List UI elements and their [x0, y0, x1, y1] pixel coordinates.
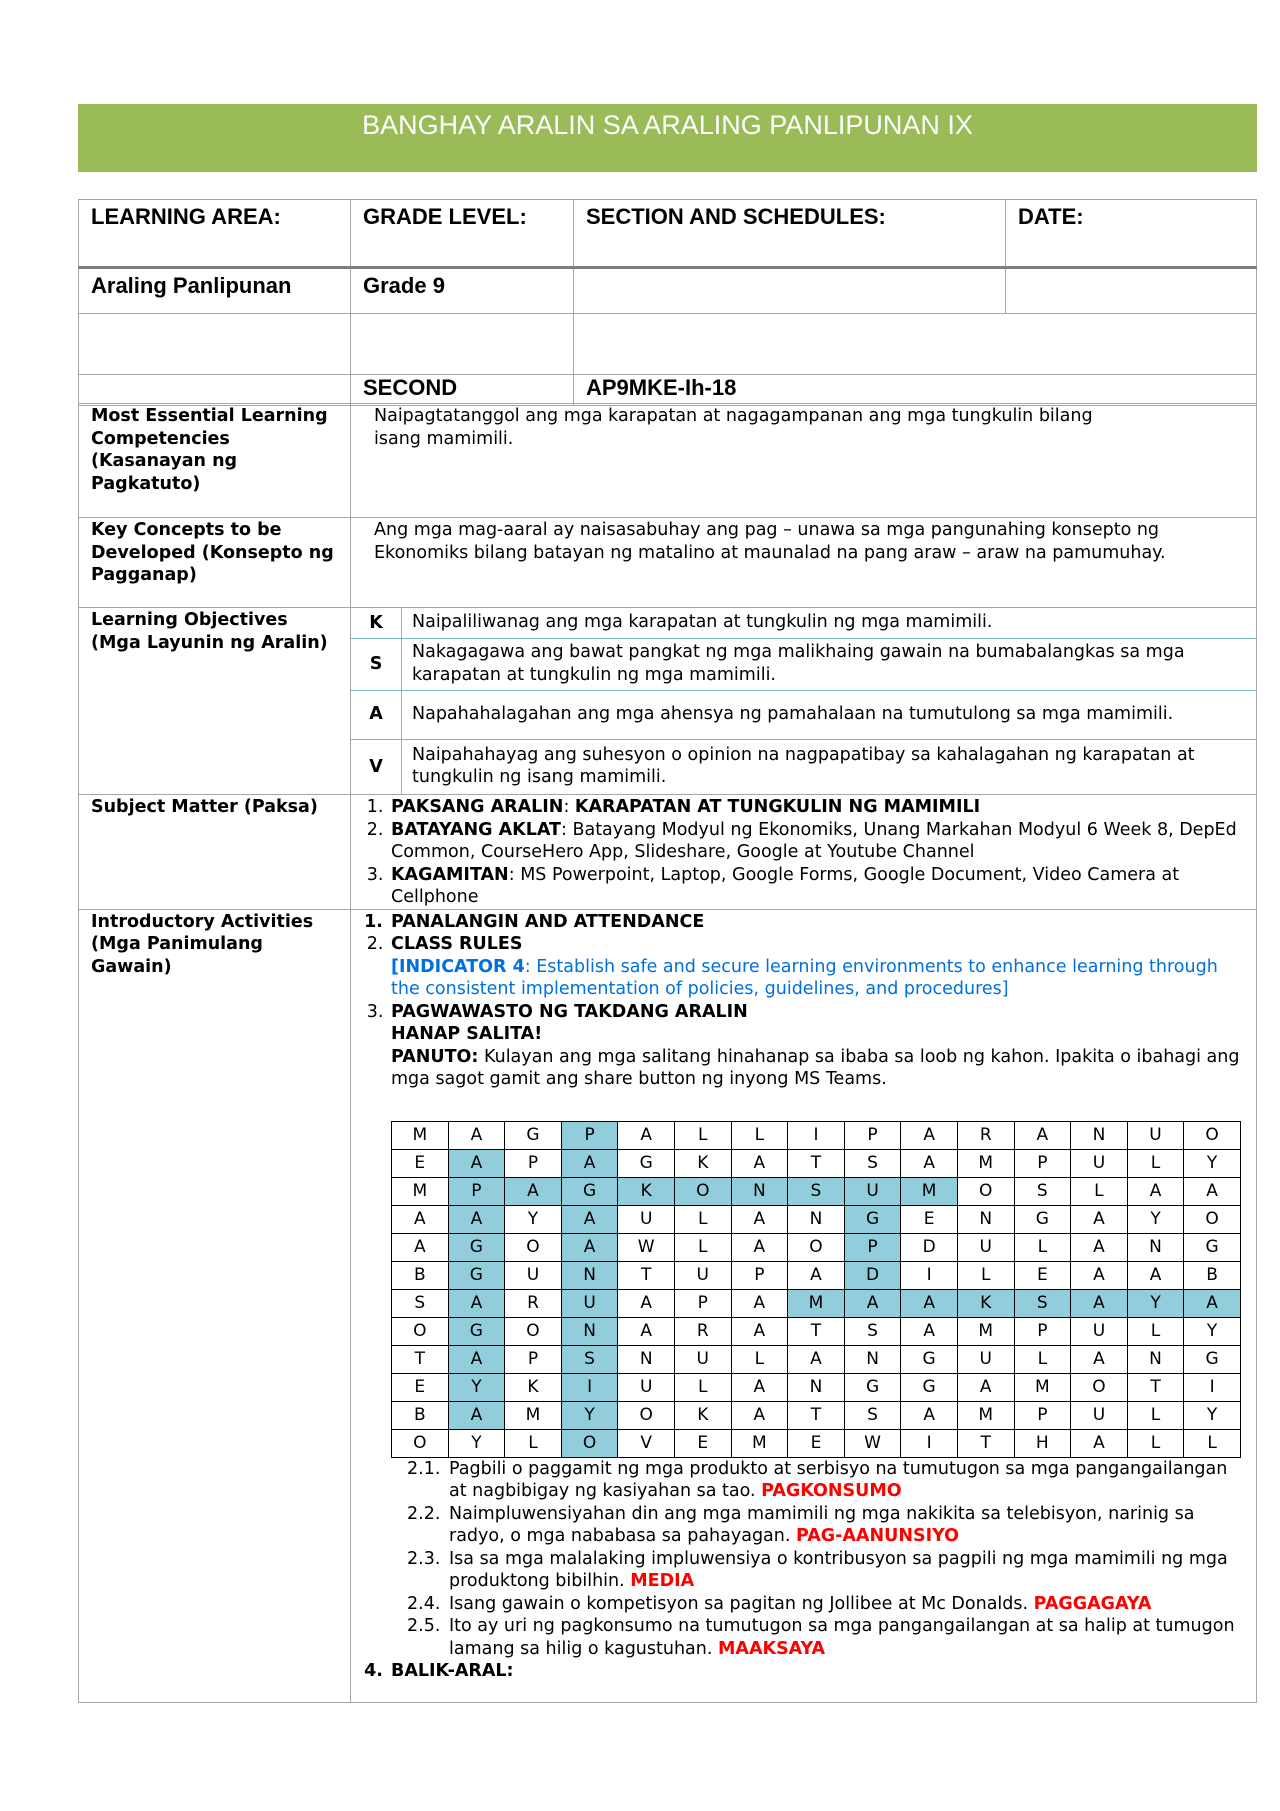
grid-cell: L	[1014, 1345, 1071, 1373]
objective-text: Naipaliliwanag ang mga karapatan at tungkulin ng mga mamimili.	[402, 608, 1257, 638]
clue-number: 2.3.	[407, 1548, 441, 1569]
grid-cell: A	[901, 1121, 958, 1149]
grid-cell: A	[561, 1233, 618, 1261]
grid-cell: L	[674, 1205, 731, 1233]
grid-cell: G	[618, 1149, 675, 1177]
grid-cell: G	[844, 1205, 901, 1233]
grid-cell: A	[1071, 1233, 1128, 1261]
grid-cell: U	[1071, 1149, 1128, 1177]
list-item: 3. KAGAMITAN: MS Powerpoint, Laptop, Google Forms, Google Document, Video Camera at Cellphone	[389, 864, 1248, 909]
clue-number: 2.2.	[407, 1503, 441, 1524]
clue-item	[407, 1548, 1238, 1593]
grid-cell: A	[448, 1205, 505, 1233]
grid-cell: A	[392, 1205, 449, 1233]
intro-cell	[351, 909, 1257, 1702]
grid-cell: S	[1014, 1177, 1071, 1205]
grid-row	[392, 1289, 1241, 1317]
grid-row	[392, 1261, 1241, 1289]
clue-answer: PAG-AANUNSIYO	[796, 1526, 960, 1546]
list-item: 1. PAKSANG ARALIN: KARAPATAN AT TUNGKULIN NG MAMIMILI	[389, 796, 1248, 819]
grid-cell: P	[561, 1121, 618, 1149]
grid-cell: N	[1127, 1233, 1184, 1261]
clue-item	[407, 1593, 1238, 1616]
grid-cell: E	[392, 1373, 449, 1401]
clue-item	[407, 1458, 1238, 1503]
grid-cell: E	[901, 1205, 958, 1233]
grid-cell: A	[1071, 1429, 1128, 1457]
grid-cell: G	[448, 1261, 505, 1289]
indicator-note: [INDICATOR 4: Establish safe and secure learning environments to enhance learning through the consistent implementation of policies, guidelines, and procedures]	[391, 956, 1218, 999]
grid-cell: K	[957, 1289, 1014, 1317]
objective-letter: V	[351, 739, 402, 794]
grid-cell: P	[1014, 1317, 1071, 1345]
grid-cell: M	[788, 1289, 845, 1317]
grid-cell: B	[392, 1401, 449, 1429]
grid-cell: U	[674, 1261, 731, 1289]
grid-cell: N	[788, 1205, 845, 1233]
grid-cell: A	[618, 1121, 675, 1149]
clue-item	[407, 1503, 1238, 1548]
clue-answer: PAGGAGAYA	[1033, 1593, 1152, 1614]
key-concepts-label: Key Concepts to be Developed (Konsepto ng Pagganap)	[79, 518, 351, 608]
grid-cell: T	[788, 1401, 845, 1429]
clue-answer: MAAKSAYA	[718, 1638, 826, 1659]
grid-cell: A	[788, 1261, 845, 1289]
grade-level-value: Grade 9	[351, 268, 574, 314]
clue-text: Ito ay uri ng pagkonsumo na tumutugon sa mga pangangailangan at sa halip at tumugon lamang sa hilig o kagustuhan.	[449, 1616, 1235, 1659]
grid-cell: L	[674, 1233, 731, 1261]
grid-cell: L	[1127, 1149, 1184, 1177]
grid-cell: N	[844, 1345, 901, 1373]
grid-cell: O	[505, 1233, 562, 1261]
clue-number: 2.1.	[407, 1458, 441, 1479]
grid-cell: P	[844, 1233, 901, 1261]
grid-cell: L	[1184, 1429, 1241, 1457]
grid-cell: U	[618, 1205, 675, 1233]
grid-cell: E	[392, 1149, 449, 1177]
grid-cell: T	[618, 1261, 675, 1289]
grid-cell: A	[788, 1345, 845, 1373]
list-item: 3. PAGWAWASTO NG TAKDANG ARALIN HANAP SALITA! PANUTO: Kulayan ang mga salitang hinahanap sa ibaba sa loob ng kahon. Ipakita o ibahagi ang mga sagot gamit ang share button ng inyong MS Teams. M A G P A L L I P A R A N U O E A P A G K A T S A M P U L Y M P A G K O N S U M O S L A A A A Y A U L A N G E N G A Y O A G O A W L A O P D U L A N G B G U N T U P A D I L E A A B S A R U A P A M A A K S A Y A O G O N A R A T S A M P U L Y T A P S N U L A N G U L A N G E Y K I U L A N G G A M O T I B A M Y O K A T S A M P U L Y O Y L O V E M E W I T H A L L 2.1. Pagbili o paggamit ng mga produkto at serbisyo na tumutugon sa mga pangangailangan at nagbibigay ng kasiyahan sa tao. PAGKONSUMO 2.2. Naimpluwensiyahan din ang mga mamimili ng mga nakikita sa telebisyon, narinig sa radyo, o mga nababasa sa pahayagan. PAG-AANUNSIYO 2.3. Isa sa mga malalaking impluwensiya o kontribusyon sa pagpili ng mga mamimili ng mga produktong bibilhin. MEDIA 2.4. Isang gawain o kompetisyon sa pagitan ng Jollibee at Mc Donalds. PAGGAGAYA 2.5. Ito ay uri ng pagkonsumo na tumutugon sa mga pangangailangan at sa halip at tumugon lamang sa hilig o kagustuhan. MAAKSAYA	[389, 1001, 1248, 1661]
grid-cell: G	[448, 1317, 505, 1345]
grid-cell: A	[731, 1401, 788, 1429]
grid-row	[392, 1177, 1241, 1205]
subject-matter-cell	[351, 795, 1257, 910]
grid-row	[392, 1373, 1241, 1401]
grid-cell: L	[674, 1121, 731, 1149]
date-value	[1006, 268, 1257, 314]
grid-cell: M	[957, 1317, 1014, 1345]
grid-cell: V	[618, 1429, 675, 1457]
objectives-cell	[351, 608, 1257, 795]
grid-row	[392, 1429, 1241, 1457]
grid-cell: M	[505, 1401, 562, 1429]
grid-cell: A	[1014, 1121, 1071, 1149]
grid-cell: A	[1184, 1289, 1241, 1317]
competencies-text: Naipagtatanggol ang mga karapatan at nagagampanan ang mga tungkulin bilang isang mamimili.	[351, 404, 1257, 518]
grid-cell: E	[1014, 1261, 1071, 1289]
grid-cell: L	[505, 1429, 562, 1457]
grid-cell: P	[674, 1289, 731, 1317]
blank-cell	[79, 375, 351, 406]
grid-cell: A	[901, 1401, 958, 1429]
clue-answer: PAGKONSUMO	[761, 1481, 902, 1501]
grid-cell: A	[1071, 1205, 1128, 1233]
grid-cell: O	[1184, 1121, 1241, 1149]
clue-text: Isa sa mga malalaking impluwensiya o kontribusyon sa pagpili ng mga mamimili ng mga produktong bibilhin.	[449, 1548, 1228, 1591]
grid-cell: L	[1071, 1177, 1128, 1205]
list-item: 2. CLASS RULES [INDICATOR 4: Establish safe and secure learning environments to enhance learning through the consistent implementation of policies, guidelines, and procedures]	[389, 933, 1248, 1001]
objective-text: Naipahahayag ang suhesyon o opinion na nagpapatibay sa kahalagahan ng karapatan at tungkulin ng isang mamimili.	[412, 744, 1195, 788]
grid-cell: A	[844, 1289, 901, 1317]
grid-cell: D	[844, 1261, 901, 1289]
grid-cell: A	[731, 1205, 788, 1233]
grid-cell: A	[1071, 1345, 1128, 1373]
grid-cell: A	[1184, 1177, 1241, 1205]
grid-row	[392, 1121, 1241, 1149]
grid-cell: K	[674, 1149, 731, 1177]
list-item: 1. PANALANGIN AND ATTENDANCE	[389, 911, 1248, 934]
grid-cell: Y	[1184, 1317, 1241, 1345]
grid-cell: G	[901, 1373, 958, 1401]
grid-cell: I	[901, 1429, 958, 1457]
grid-cell: G	[844, 1373, 901, 1401]
intro-label: Introductory Activities (Mga Panimulang Gawain)	[79, 909, 351, 1702]
grid-row	[392, 1345, 1241, 1373]
grid-cell: M	[731, 1429, 788, 1457]
grid-cell: M	[392, 1177, 449, 1205]
grid-cell: M	[957, 1149, 1014, 1177]
grid-cell: U	[844, 1177, 901, 1205]
grid-cell: A	[618, 1317, 675, 1345]
quarter-value: SECOND	[351, 375, 574, 406]
grid-cell: U	[957, 1345, 1014, 1373]
grid-cell: N	[731, 1177, 788, 1205]
grid-cell: T	[957, 1429, 1014, 1457]
grade-level-label: GRADE LEVEL:	[351, 200, 574, 268]
section-value	[574, 268, 1006, 314]
grid-cell: U	[1071, 1317, 1128, 1345]
grid-cell: T	[392, 1345, 449, 1373]
grid-cell: L	[1014, 1233, 1071, 1261]
date-label: DATE:	[1006, 200, 1257, 268]
grid-cell: L	[1127, 1317, 1184, 1345]
objectives-table	[351, 608, 1256, 794]
grid-cell: U	[561, 1289, 618, 1317]
grid-cell: G	[561, 1177, 618, 1205]
grid-cell: O	[392, 1429, 449, 1457]
grid-cell: U	[957, 1233, 1014, 1261]
section-schedules-label: SECTION AND SCHEDULES:	[574, 200, 1006, 268]
grid-cell: Y	[1127, 1205, 1184, 1233]
grid-cell: A	[901, 1149, 958, 1177]
grid-cell: R	[674, 1317, 731, 1345]
grid-cell: U	[1071, 1401, 1128, 1429]
grid-cell: P	[731, 1261, 788, 1289]
grid-cell: M	[901, 1177, 958, 1205]
grid-cell: Y	[505, 1205, 562, 1233]
grid-cell: G	[901, 1345, 958, 1373]
grid-cell: P	[505, 1345, 562, 1373]
grid-cell: U	[618, 1373, 675, 1401]
grid-cell: S	[1014, 1289, 1071, 1317]
grid-cell: U	[1127, 1121, 1184, 1149]
grid-cell: L	[957, 1261, 1014, 1289]
word-search-grid	[391, 1121, 1241, 1458]
grid-cell: N	[788, 1373, 845, 1401]
grid-cell: N	[561, 1317, 618, 1345]
grid-cell: M	[957, 1401, 1014, 1429]
grid-cell: I	[788, 1121, 845, 1149]
grid-cell: A	[448, 1289, 505, 1317]
objectives-label: Learning Objectives (Mga Layunin ng Aralin)	[79, 608, 351, 795]
grid-cell: A	[448, 1401, 505, 1429]
grid-cell: A	[561, 1205, 618, 1233]
grid-cell: O	[1184, 1205, 1241, 1233]
grid-cell: A	[901, 1317, 958, 1345]
grid-cell: A	[901, 1289, 958, 1317]
clue-answer: MEDIA	[630, 1571, 695, 1591]
grid-cell: A	[561, 1149, 618, 1177]
grid-row	[392, 1149, 1241, 1177]
lesson-plan-table	[78, 403, 1257, 1703]
grid-cell: M	[1014, 1373, 1071, 1401]
grid-cell: L	[1127, 1401, 1184, 1429]
grid-cell: A	[448, 1345, 505, 1373]
grid-cell: A	[1127, 1177, 1184, 1205]
subject-matter-label: Subject Matter (Paksa)	[79, 795, 351, 910]
grid-cell: N	[957, 1205, 1014, 1233]
grid-cell: T	[788, 1317, 845, 1345]
grid-cell: R	[957, 1121, 1014, 1149]
header-table	[78, 199, 1257, 406]
grid-cell: Y	[448, 1429, 505, 1457]
blank-cell	[574, 314, 1257, 375]
grid-cell: N	[1127, 1345, 1184, 1373]
grid-cell: A	[1071, 1289, 1128, 1317]
grid-cell: I	[1184, 1373, 1241, 1401]
grid-cell: T	[1127, 1373, 1184, 1401]
grid-row	[392, 1401, 1241, 1429]
objective-letter: K	[351, 608, 402, 638]
grid-row	[392, 1233, 1241, 1261]
grid-cell: A	[448, 1121, 505, 1149]
grid-cell: Y	[561, 1401, 618, 1429]
grid-cell: G	[1184, 1233, 1241, 1261]
grid-cell: P	[844, 1121, 901, 1149]
objective-letter: S	[351, 638, 402, 690]
grid-cell: S	[561, 1345, 618, 1373]
grid-cell: O	[561, 1429, 618, 1457]
intro-list	[351, 910, 1256, 1683]
grid-cell: S	[392, 1289, 449, 1317]
learning-area-value: Araling Panlipunan	[79, 268, 351, 314]
grid-cell: G	[448, 1233, 505, 1261]
clue-number: 2.4.	[407, 1593, 441, 1614]
list-item: 2. BATAYANG AKLAT: Batayang Modyul ng Ekonomiks, Unang Markahan Modyul 6 Week 8, DepEd Common, CourseHero App, Slideshare, Google at Youtube Channel	[389, 819, 1248, 864]
grid-cell: P	[1014, 1401, 1071, 1429]
grid-row	[392, 1205, 1241, 1233]
grid-cell: G	[505, 1121, 562, 1149]
learning-area-label: LEARNING AREA:	[79, 200, 351, 268]
grid-cell: Y	[1184, 1401, 1241, 1429]
clue-number: 2.5.	[407, 1616, 441, 1636]
grid-cell: K	[505, 1373, 562, 1401]
grid-cell: W	[618, 1233, 675, 1261]
grid-cell: E	[788, 1429, 845, 1457]
blank-cell	[79, 314, 351, 375]
grid-cell: O	[392, 1317, 449, 1345]
grid-cell: O	[788, 1233, 845, 1261]
grid-cell: U	[674, 1345, 731, 1373]
clue-text: Isang gawain o kompetisyon sa pagitan ng Jollibee at Mc Donalds.	[449, 1593, 1034, 1614]
grid-cell: P	[505, 1149, 562, 1177]
objective-letter: A	[351, 690, 402, 739]
grid-cell: E	[674, 1429, 731, 1457]
grid-cell: O	[505, 1317, 562, 1345]
grid-cell: G	[1014, 1205, 1071, 1233]
competency-code: AP9MKE-Ih-18	[574, 375, 1257, 406]
grid-cell: L	[731, 1345, 788, 1373]
grid-cell: S	[844, 1149, 901, 1177]
grid-cell: O	[957, 1177, 1014, 1205]
clue-item	[407, 1615, 1238, 1660]
grid-cell: G	[1184, 1345, 1241, 1373]
grid-cell: N	[561, 1261, 618, 1289]
grid-cell: O	[618, 1401, 675, 1429]
grid-cell: L	[1127, 1429, 1184, 1457]
objective-text: Nakagagawa ang bawat pangkat ng mga malikhaing gawain na bumabalangkas sa mga karapatan at tungkulin ng mga mamimili.	[402, 638, 1257, 690]
competencies-label: Most Essential Learning Competencies (Kasanayan ng Pagkatuto)	[79, 404, 351, 518]
clue-text: Naimpluwensiyahan din ang mga mamimili ng mga nakikita sa telebisyon, narinig sa radyo, o mga nababasa sa pahayagan.	[449, 1503, 1195, 1546]
clue-list	[391, 1458, 1248, 1661]
blank-cell	[351, 314, 574, 375]
grid-cell: S	[844, 1401, 901, 1429]
grid-cell: N	[1071, 1121, 1128, 1149]
grid-cell: W	[844, 1429, 901, 1457]
document-title-banner	[78, 104, 1257, 172]
grid-cell: O	[1071, 1373, 1128, 1401]
objective-text: Napahahalagahan ang mga ahensya ng pamahalaan na tumutulong sa mga mamimili.	[402, 690, 1257, 739]
grid-cell: A	[392, 1233, 449, 1261]
grid-cell: N	[618, 1345, 675, 1373]
grid-cell: T	[788, 1149, 845, 1177]
grid-cell: B	[1184, 1261, 1241, 1289]
grid-cell: A	[731, 1373, 788, 1401]
grid-cell: K	[674, 1401, 731, 1429]
grid-cell: R	[505, 1289, 562, 1317]
grid-cell: Y	[1127, 1289, 1184, 1317]
grid-cell: A	[618, 1289, 675, 1317]
grid-cell: A	[731, 1233, 788, 1261]
grid-cell: O	[674, 1177, 731, 1205]
grid-cell: I	[561, 1373, 618, 1401]
grid-cell: S	[788, 1177, 845, 1205]
grid-cell: A	[448, 1149, 505, 1177]
grid-cell: A	[505, 1177, 562, 1205]
grid-cell: M	[392, 1121, 449, 1149]
grid-cell: A	[731, 1317, 788, 1345]
grid-cell: L	[731, 1121, 788, 1149]
grid-cell: A	[1127, 1261, 1184, 1289]
subject-matter-list	[351, 795, 1256, 909]
grid-cell: S	[844, 1317, 901, 1345]
grid-cell: A	[957, 1373, 1014, 1401]
grid-cell: Y	[1184, 1149, 1241, 1177]
grid-cell: I	[901, 1261, 958, 1289]
grid-cell: A	[731, 1149, 788, 1177]
document-title: BANGHAY ARALIN SA ARALING PANLIPUNAN IX	[362, 110, 973, 140]
grid-cell: U	[505, 1261, 562, 1289]
grid-cell: B	[392, 1261, 449, 1289]
grid-cell: P	[1014, 1149, 1071, 1177]
grid-cell: A	[731, 1289, 788, 1317]
grid-cell: H	[1014, 1429, 1071, 1457]
clue-text: Pagbili o paggamit ng mga produkto at serbisyo na tumutugon sa mga pangangailangan at nagbibigay ng kasiyahan sa tao.	[449, 1458, 1228, 1501]
grid-row	[392, 1317, 1241, 1345]
list-item: 4. BALIK-ARAL:	[389, 1660, 1248, 1683]
grid-cell: P	[448, 1177, 505, 1205]
grid-cell: A	[1071, 1261, 1128, 1289]
key-concepts-text: Ang mga mag-aaral ay naisasabuhay ang pag – unawa sa mga pangunahing konsepto ng Ekonomiks bilang batayan ng matalino at maunalad na pang araw – araw na pamumuhay.	[351, 518, 1257, 608]
grid-cell: Y	[448, 1373, 505, 1401]
grid-cell: D	[901, 1233, 958, 1261]
grid-cell: K	[618, 1177, 675, 1205]
grid-cell: L	[674, 1373, 731, 1401]
